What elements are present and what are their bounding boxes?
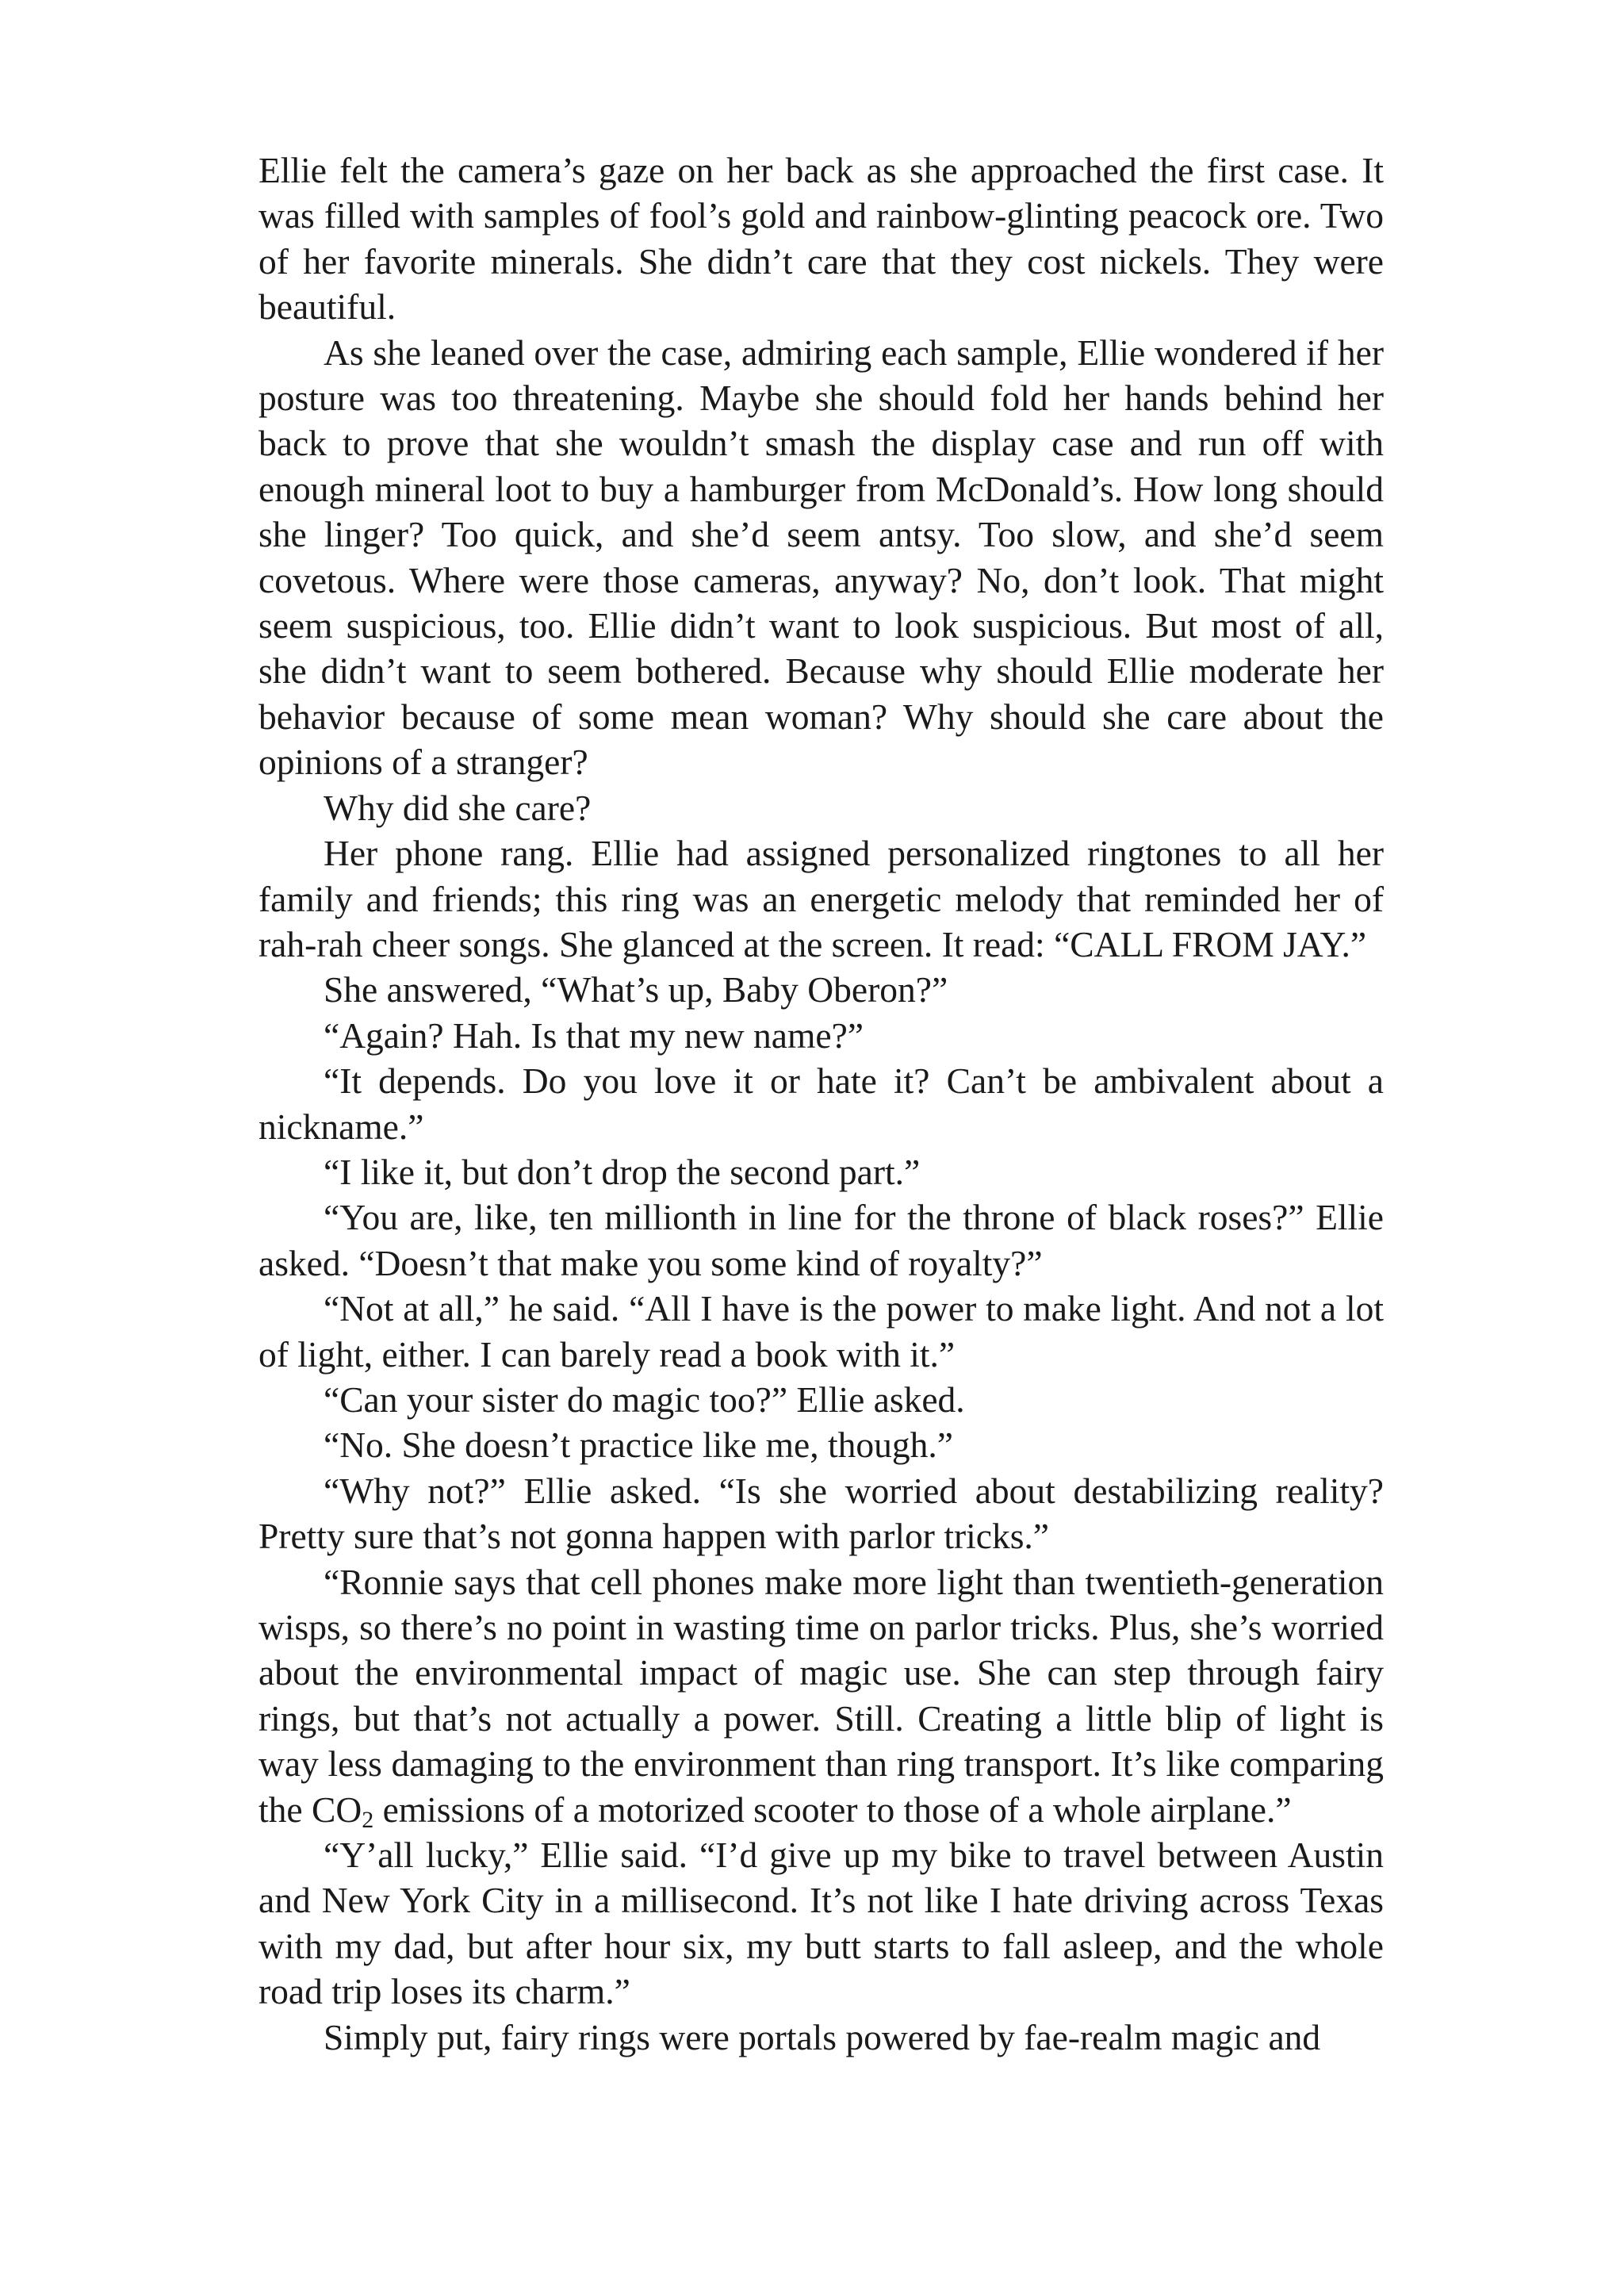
- paragraph-answered: She answered, “What’s up, Baby Oberon?”: [324, 969, 948, 1010]
- paragraph-new-name: “Again? Hah. Is that my new name?”: [324, 1014, 864, 1056]
- paragraph-phone-rang: Her phone rang. Ellie had assigned personalized ringtones to all her family and friends; this ring was an energetic melody that reminded her of rah-rah cheer songs. She glanced at the screen. It read: “CALL FROM JAY.”: [259, 833, 1384, 964]
- ronnie-text-before: “Ronnie says that cell phones make more light than twentieth-generation wisps, so there’s no point in wasting time on parlor tricks. Plus, she’s worried about the environmental impact of magic use. She can step through fairy rings, but that’s not actually a power. Still. Creating a little blip of light is way less damaging to the environment than ring transport. It’s like comparing the: [259, 1561, 1384, 1830]
- paragraph-sister-magic: “Can your sister do magic too?” Ellie asked.: [324, 1378, 965, 1420]
- paragraph-posture: As she leaned over the case, admiring each sample, Ellie wondered if her posture was too threatening. Maybe she should fold her hands behind her back to prove that she wouldn’t smash the display case and run off with enough mineral loot to buy a hamburger from McDonald’s. How long should she linger? Too quick, and she’d seem antsy. Too slow, and she’d seem covetous. Where were those cameras, anyway? No, don’t look. That might seem suspicious, too. Ellie didn’t want to look suspicious. But most of all, she didn’t want to seem bothered. Because why should Ellie moderate her behavior because of some mean woman? Why should she care about the opinions of a stranger?: [259, 332, 1384, 783]
- paragraph-camera-case: Ellie felt the camera’s gaze on her back as she approached the first case. It was filled with samples of fool’s gold and rainbow-glinting peacock ore. Two of her favorite minerals. She didn’t care that they cost nickels. They were beautiful.: [259, 150, 1384, 328]
- paragraph-why-care: Why did she care?: [324, 787, 592, 828]
- body-text: [259, 148, 1384, 2060]
- paragraph-throne: “You are, like, ten millionth in line for the throne of black roses?” Ellie asked. “Doesn’t that make you some kind of royalty?”: [259, 1197, 1384, 1283]
- co2-subscript: 2: [362, 1806, 374, 1833]
- paragraph-fairy-rings: Simply put, fairy rings were portals powered by fae-realm magic and: [324, 2016, 1321, 2057]
- paragraph-why-not: “Why not?” Ellie asked. “Is she worried about destabilizing reality? Pretty sure that’s not gonna happen with parlor tricks.”: [259, 1470, 1384, 1557]
- paragraph-nickname: “It depends. Do you love it or hate it? Can’t be ambivalent about a nickname.”: [259, 1060, 1384, 1147]
- ronnie-text-after: emissions of a motorized scooter to those of a whole airplane.”: [373, 1789, 1292, 1830]
- paragraph-make-light: “Not at all,” he said. “All I have is the power to make light. And not a lot of light, either. I can barely read a book with it.”: [259, 1288, 1384, 1375]
- co2-base: CO: [311, 1789, 362, 1830]
- paragraph-ronnie: [259, 1559, 1384, 1832]
- paragraph-yall-lucky: “Y’all lucky,” Ellie said. “I’d give up my bike to travel between Austin and New York City in a millisecond. It’s not like I hate driving across Texas with my dad, but after hour six, my butt starts to fall asleep, and the whole road trip loses its charm.”: [259, 1835, 1384, 2012]
- paragraph-doesnt-practice: “No. She doesn’t practice like me, though.”: [324, 1424, 953, 1466]
- paragraph-second-part: “I like it, but don’t drop the second part.”: [324, 1151, 921, 1192]
